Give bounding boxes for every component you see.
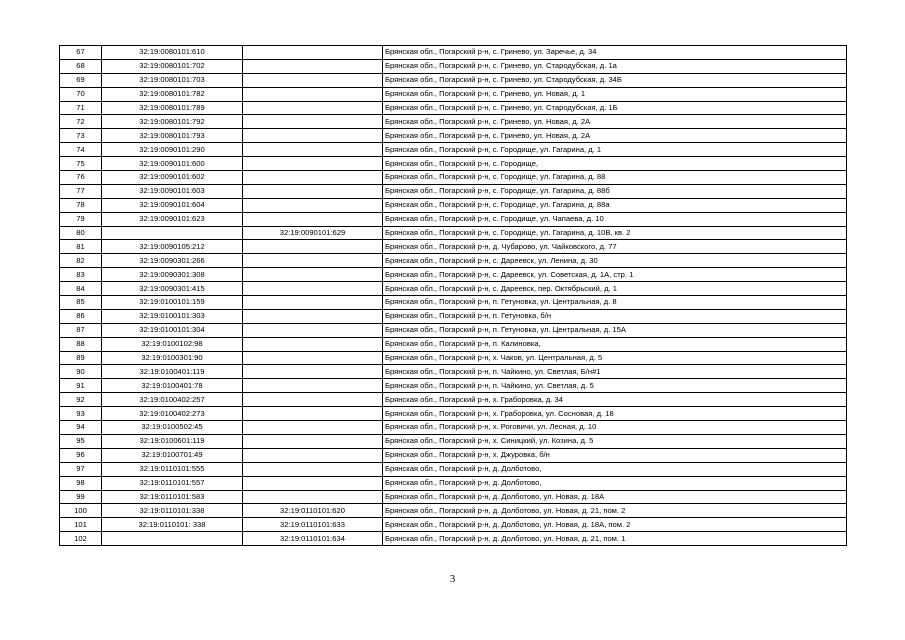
- row-number-cell: 84: [60, 282, 102, 296]
- address-cell: Брянская обл., Погарский р-н, х. Синицкий, ул. Козина, д. 5: [383, 434, 847, 448]
- cadastral-number-secondary-cell: [243, 476, 383, 490]
- address-cell: Брянская обл., Погарский р-н, с. Гринево, ул. Стародубская, д. 34Б: [383, 73, 847, 87]
- table-row: [60, 504, 847, 518]
- row-number-cell: 73: [60, 129, 102, 143]
- address-cell: Брянская обл., Погарский р-н, с. Гринево, ул. Новая, д. 1: [383, 87, 847, 101]
- cadastral-number-secondary-cell: [243, 115, 383, 129]
- address-cell: Брянская обл., Погарский р-н, п. Гетуновка, ул. Центральная, д. 8: [383, 296, 847, 310]
- row-number-cell: 70: [60, 87, 102, 101]
- address-cell: Брянская обл., Погарский р-н, х. Граборовка, ул. Сосновая, д. 18: [383, 407, 847, 421]
- cadastral-number-cell: 32:19:0100401:119: [102, 365, 243, 379]
- cadastral-number-cell: 32:19:0100101:159: [102, 296, 243, 310]
- address-cell: Брянская обл., Погарский р-н, с. Дареевск, ул. Советская, д. 1А, стр. 1: [383, 268, 847, 282]
- cadastral-number-cell: 32:19:0080101:792: [102, 115, 243, 129]
- table-row: [60, 87, 847, 101]
- cadastral-number-secondary-cell: [243, 462, 383, 476]
- table-row: [60, 462, 847, 476]
- address-cell: Брянская обл., Погарский р-н, с. Городище, ул. Чапаева, д. 10: [383, 212, 847, 226]
- table-row: [60, 115, 847, 129]
- table-row: [60, 46, 847, 60]
- cadastral-number-secondary-cell: 32:19:0110101:634: [243, 532, 383, 546]
- row-number-cell: 99: [60, 490, 102, 504]
- cadastral-number-cell: 32:19:0100601:119: [102, 434, 243, 448]
- cadastral-number-cell: 32:19:0080101:702: [102, 59, 243, 73]
- address-cell: Брянская обл., Погарский р-н, с. Городище, ул. Гагарина, д. 10В, кв. 2: [383, 226, 847, 240]
- row-number-cell: 78: [60, 198, 102, 212]
- address-cell: Брянская обл., Погарский р-н, с. Дареевск, пер. Октябрьский, д. 1: [383, 282, 847, 296]
- row-number-cell: 88: [60, 337, 102, 351]
- table-row: [60, 379, 847, 393]
- cadastral-number-cell: 32:19:0090301:266: [102, 254, 243, 268]
- address-cell: Брянская обл., Погарский р-н, с. Городище, ул. Гагарина, д. 88б: [383, 184, 847, 198]
- cadastral-number-cell: 32:19:0100301:90: [102, 351, 243, 365]
- address-cell: Брянская обл., Погарский р-н, с. Гринево, ул. Новая, д. 2А: [383, 115, 847, 129]
- address-cell: Брянская обл., Погарский р-н, х. Граборовка, д. 34: [383, 393, 847, 407]
- cadastral-number-cell: 32:19:0080101:782: [102, 87, 243, 101]
- row-number-cell: 101: [60, 518, 102, 532]
- cadastral-number-secondary-cell: [243, 101, 383, 115]
- address-cell: Брянская обл., Погарский р-н, д. Долботово,: [383, 476, 847, 490]
- cadastral-number-cell: 32:19:0090101:603: [102, 184, 243, 198]
- cadastral-number-cell: 32:19:0090101:623: [102, 212, 243, 226]
- table-row: [60, 157, 847, 171]
- cadastral-number-secondary-cell: [243, 212, 383, 226]
- cadastral-number-secondary-cell: [243, 240, 383, 254]
- table-row: [60, 296, 847, 310]
- address-cell: Брянская обл., Погарский р-н, д. Долботово, ул. Новая, д. 21, пом. 2: [383, 504, 847, 518]
- cadastral-number-cell: 32:19:0110101: 338: [102, 518, 243, 532]
- address-cell: Брянская обл., Погарский р-н, п. Чайкино, ул. Светлая, Б/н#1: [383, 365, 847, 379]
- cadastral-number-cell: 32:19:0090101:604: [102, 198, 243, 212]
- cadastral-number-cell: 32:19:0100401:78: [102, 379, 243, 393]
- row-number-cell: 75: [60, 157, 102, 171]
- cadastral-number-cell: 32:19:0090105:212: [102, 240, 243, 254]
- table-row: [60, 59, 847, 73]
- cadastral-number-secondary-cell: [243, 393, 383, 407]
- table-row: [60, 351, 847, 365]
- cadastral-number-cell: 32:19:0080101:793: [102, 129, 243, 143]
- address-cell: Брянская обл., Погарский р-н, с. Гринево, ул. Стародубская, д. 1а: [383, 59, 847, 73]
- table-row: [60, 309, 847, 323]
- table-row: [60, 365, 847, 379]
- cadastral-number-cell: 32:19:0090101:602: [102, 171, 243, 185]
- cadastral-number-secondary-cell: [243, 337, 383, 351]
- row-number-cell: 96: [60, 448, 102, 462]
- cadastral-number-secondary-cell: [243, 407, 383, 421]
- cadastral-number-secondary-cell: [243, 184, 383, 198]
- table-row: [60, 421, 847, 435]
- cadastral-number-secondary-cell: [243, 129, 383, 143]
- row-number-cell: 67: [60, 46, 102, 60]
- cadastral-number-cell: 32:19:0080101:789: [102, 101, 243, 115]
- address-cell: Брянская обл., Погарский р-н, х. Чаков, ул. Центральная, д. 5: [383, 351, 847, 365]
- table-row: [60, 198, 847, 212]
- cadastral-number-secondary-cell: [243, 365, 383, 379]
- table-row: [60, 323, 847, 337]
- row-number-cell: 68: [60, 59, 102, 73]
- table-row: [60, 129, 847, 143]
- row-number-cell: 90: [60, 365, 102, 379]
- registry-table-body: [60, 46, 847, 546]
- cadastral-number-secondary-cell: 32:19:0090101:629: [243, 226, 383, 240]
- cadastral-number-cell: 32:19:0100101:304: [102, 323, 243, 337]
- address-cell: Брянская обл., Погарский р-н, п. Чайкино, ул. Светлая, д. 5: [383, 379, 847, 393]
- address-cell: Брянская обл., Погарский р-н, с. Гринево, ул. Стародубская, д. 1Б: [383, 101, 847, 115]
- cadastral-number-secondary-cell: [243, 448, 383, 462]
- cadastral-number-cell: 32:19:0100701:49: [102, 448, 243, 462]
- table-row: [60, 184, 847, 198]
- row-number-cell: 102: [60, 532, 102, 546]
- address-cell: Брянская обл., Погарский р-н, д. Долботово, ул. Новая, д. 18А: [383, 490, 847, 504]
- address-cell: Брянская обл., Погарский р-н, х. Роговичи, ул. Лесная, д. 10: [383, 421, 847, 435]
- cadastral-number-cell: 32:19:0090301:308: [102, 268, 243, 282]
- address-cell: Брянская обл., Погарский р-н, с. Городище, ул. Гагарина, д. 1: [383, 143, 847, 157]
- cadastral-number-secondary-cell: [243, 59, 383, 73]
- cadastral-number-secondary-cell: [243, 434, 383, 448]
- cadastral-number-secondary-cell: [243, 490, 383, 504]
- table-row: [60, 212, 847, 226]
- address-cell: Брянская обл., Погарский р-н, д. Чубарово, ул. Чайковского, д. 77: [383, 240, 847, 254]
- cadastral-number-cell: 32:19:0100101:303: [102, 309, 243, 323]
- page-number: 3: [449, 573, 456, 585]
- table-row: [60, 73, 847, 87]
- table-row: [60, 143, 847, 157]
- row-number-cell: 82: [60, 254, 102, 268]
- table-row: [60, 240, 847, 254]
- row-number-cell: 79: [60, 212, 102, 226]
- cadastral-number-secondary-cell: [243, 323, 383, 337]
- row-number-cell: 80: [60, 226, 102, 240]
- cadastral-number-cell: 32:19:0090101:600: [102, 157, 243, 171]
- address-cell: Брянская обл., Погарский р-н, д. Долботово, ул. Новая, д. 18А, пом. 2: [383, 518, 847, 532]
- row-number-cell: 92: [60, 393, 102, 407]
- cadastral-number-secondary-cell: [243, 379, 383, 393]
- cadastral-number-secondary-cell: 32:19:0110101:633: [243, 518, 383, 532]
- address-cell: Брянская обл., Погарский р-н, с. Дареевск, ул. Ленина, д. 30: [383, 254, 847, 268]
- table-row: [60, 337, 847, 351]
- row-number-cell: 94: [60, 421, 102, 435]
- table-row: [60, 171, 847, 185]
- cadastral-number-secondary-cell: [243, 171, 383, 185]
- cadastral-number-cell: 32:19:0110101:557: [102, 476, 243, 490]
- cadastral-number-secondary-cell: 32:19:0110101:620: [243, 504, 383, 518]
- cadastral-number-cell: 32:19:0090301:415: [102, 282, 243, 296]
- row-number-cell: 87: [60, 323, 102, 337]
- address-cell: Брянская обл., Погарский р-н, с. Городище, ул. Гагарина, д. 88: [383, 171, 847, 185]
- address-cell: Брянская обл., Погарский р-н, п. Калиновка,: [383, 337, 847, 351]
- cadastral-number-cell: 32:19:0080101:610: [102, 46, 243, 60]
- row-number-cell: 97: [60, 462, 102, 476]
- row-number-cell: 81: [60, 240, 102, 254]
- row-number-cell: 95: [60, 434, 102, 448]
- row-number-cell: 89: [60, 351, 102, 365]
- cadastral-number-secondary-cell: [243, 282, 383, 296]
- address-cell: Брянская обл., Погарский р-н, д. Долботово, ул. Новая, д. 21, пом. 1: [383, 532, 847, 546]
- cadastral-number-secondary-cell: [243, 198, 383, 212]
- cadastral-number-secondary-cell: [243, 309, 383, 323]
- table-row: [60, 282, 847, 296]
- cadastral-number-cell: [102, 532, 243, 546]
- address-cell: Брянская обл., Погарский р-н, п. Гетуновка, б/н: [383, 309, 847, 323]
- cadastral-number-secondary-cell: [243, 73, 383, 87]
- cadastral-number-secondary-cell: [243, 157, 383, 171]
- row-number-cell: 74: [60, 143, 102, 157]
- cadastral-number-cell: 32:19:0100402:273: [102, 407, 243, 421]
- table-row: [60, 268, 847, 282]
- table-row: [60, 434, 847, 448]
- row-number-cell: 69: [60, 73, 102, 87]
- cadastral-number-secondary-cell: [243, 46, 383, 60]
- cadastral-number-cell: 32:19:0110101:583: [102, 490, 243, 504]
- address-cell: Брянская обл., Погарский р-н, с. Городище,: [383, 157, 847, 171]
- row-number-cell: 83: [60, 268, 102, 282]
- row-number-cell: 85: [60, 296, 102, 310]
- address-cell: Брянская обл., Погарский р-н, д. Долботово,: [383, 462, 847, 476]
- table-row: [60, 476, 847, 490]
- table-row: [60, 532, 847, 546]
- cadastral-number-secondary-cell: [243, 351, 383, 365]
- registry-table: [59, 45, 847, 546]
- table-row: [60, 254, 847, 268]
- cadastral-number-secondary-cell: [243, 87, 383, 101]
- address-cell: Брянская обл., Погарский р-н, с. Гринево, ул. Заречье, д. 34: [383, 46, 847, 60]
- cadastral-number-secondary-cell: [243, 296, 383, 310]
- table-row: [60, 393, 847, 407]
- row-number-cell: 93: [60, 407, 102, 421]
- address-cell: Брянская обл., Погарский р-н, х. Джуровка, б/н: [383, 448, 847, 462]
- row-number-cell: 72: [60, 115, 102, 129]
- cadastral-number-secondary-cell: [243, 421, 383, 435]
- address-cell: Брянская обл., Погарский р-н, с. Гринево, ул. Новая, д. 2А: [383, 129, 847, 143]
- cadastral-number-secondary-cell: [243, 143, 383, 157]
- table-row: [60, 518, 847, 532]
- address-cell: Брянская обл., Погарский р-н, п. Гетуновка, ул. Центральная, д. 15А: [383, 323, 847, 337]
- row-number-cell: 98: [60, 476, 102, 490]
- row-number-cell: 86: [60, 309, 102, 323]
- table-row: [60, 407, 847, 421]
- cadastral-number-cell: [102, 226, 243, 240]
- cadastral-number-secondary-cell: [243, 268, 383, 282]
- row-number-cell: 76: [60, 171, 102, 185]
- cadastral-number-secondary-cell: [243, 254, 383, 268]
- row-number-cell: 100: [60, 504, 102, 518]
- cadastral-number-cell: 32:19:0100102:98: [102, 337, 243, 351]
- cadastral-number-cell: 32:19:0110101:338: [102, 504, 243, 518]
- row-number-cell: 77: [60, 184, 102, 198]
- cadastral-number-cell: 32:19:0110101:555: [102, 462, 243, 476]
- cadastral-number-cell: 32:19:0100502:45: [102, 421, 243, 435]
- cadastral-number-cell: 32:19:0090101:290: [102, 143, 243, 157]
- row-number-cell: 91: [60, 379, 102, 393]
- table-row: [60, 448, 847, 462]
- address-cell: Брянская обл., Погарский р-н, с. Городище, ул. Гагарина, д. 88а: [383, 198, 847, 212]
- table-row: [60, 490, 847, 504]
- cadastral-number-cell: 32:19:0100402:257: [102, 393, 243, 407]
- table-row: [60, 101, 847, 115]
- row-number-cell: 71: [60, 101, 102, 115]
- cadastral-number-cell: 32:19:0080101:703: [102, 73, 243, 87]
- table-row: [60, 226, 847, 240]
